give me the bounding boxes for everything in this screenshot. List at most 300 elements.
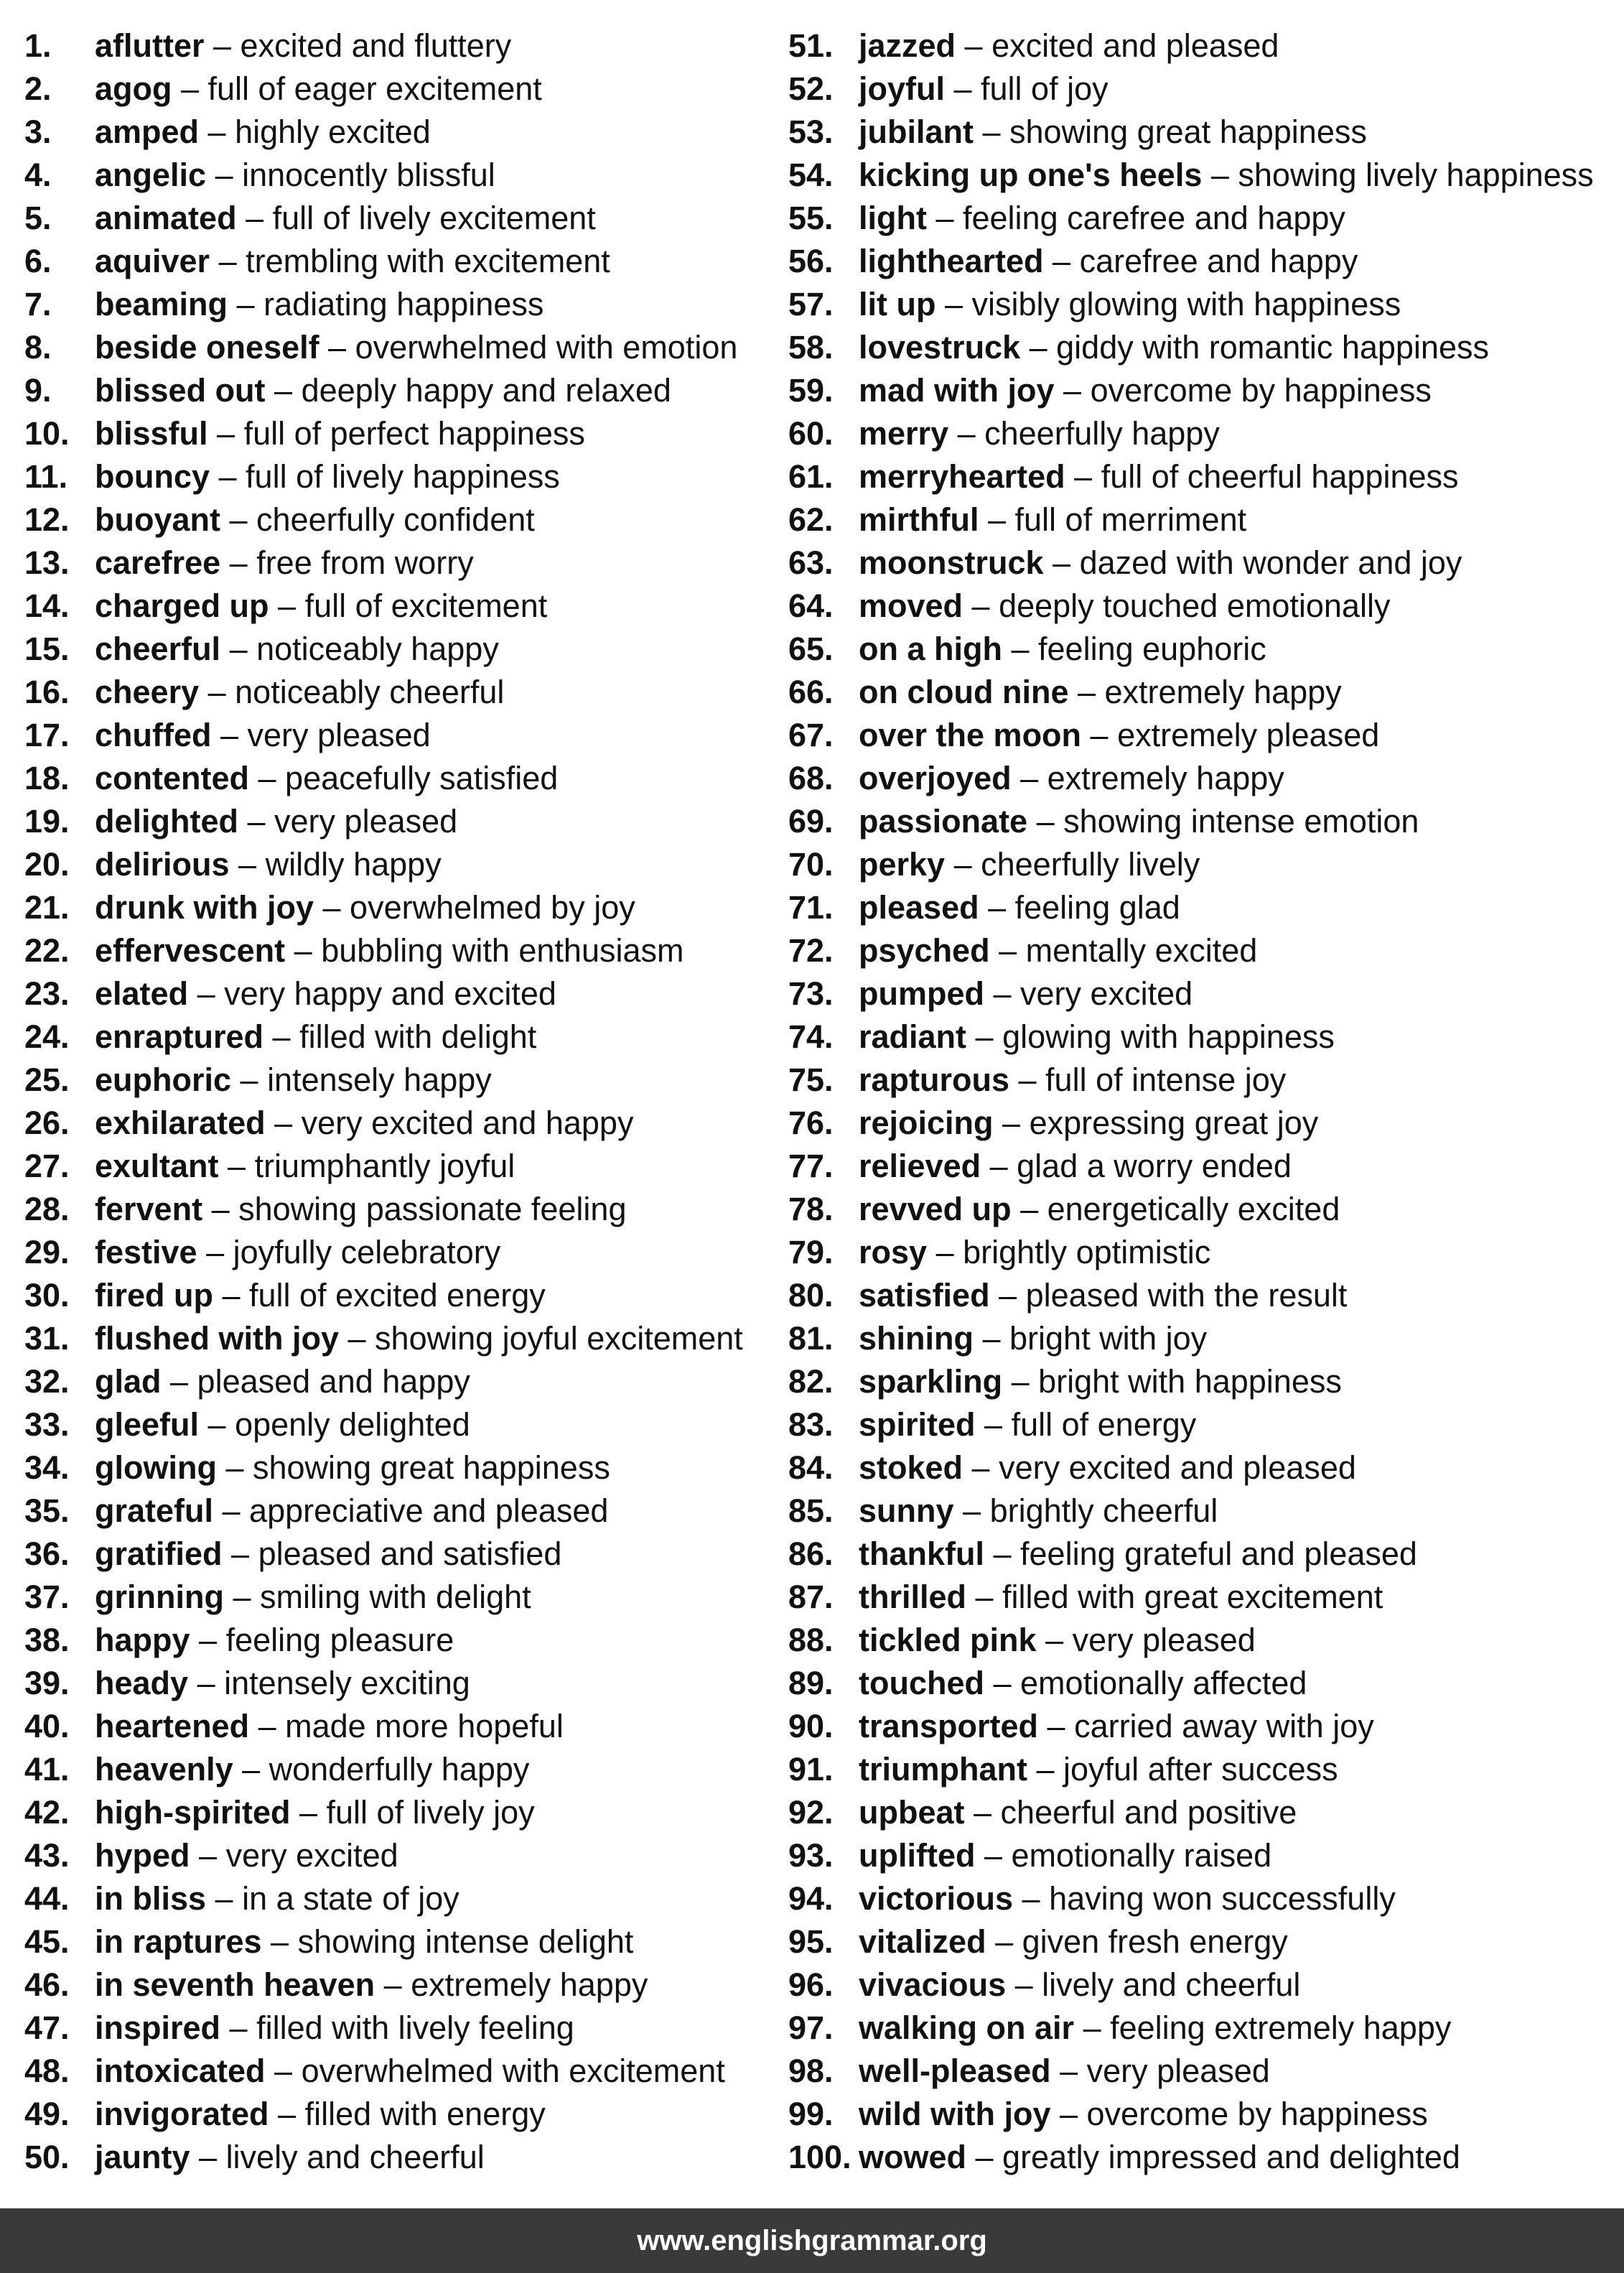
item-definition: – full of eager excitement <box>172 70 542 107</box>
item-definition: – full of excitement <box>269 587 548 624</box>
list-item <box>788 1834 1614 1877</box>
item-term: psyched <box>859 932 990 969</box>
item-number: 50. <box>24 2139 70 2175</box>
item-definition: – bright with joy <box>973 1320 1208 1357</box>
list-item <box>24 1188 778 1231</box>
list-item <box>24 1015 778 1059</box>
item-number: 67. <box>788 717 834 753</box>
item-definition: – feeling grateful and pleased <box>984 1535 1417 1572</box>
item-term: flushed with joy <box>95 1320 340 1357</box>
list-item <box>24 2050 778 2093</box>
item-definition: – very happy and excited <box>188 975 556 1012</box>
item-text <box>859 757 1284 800</box>
item-number: 26. <box>24 1105 70 1141</box>
item-text <box>95 68 542 111</box>
item-term: mirthful <box>859 501 979 538</box>
item-definition: – deeply touched emotionally <box>963 587 1391 624</box>
item-text <box>95 111 431 154</box>
item-number: 80. <box>788 1277 834 1314</box>
item-number: 53. <box>788 113 834 150</box>
item-definition: – cheerfully confident <box>220 501 535 538</box>
list-item <box>24 1489 778 1533</box>
list-item <box>24 1791 778 1834</box>
item-definition: – lively and cheerful <box>1006 1966 1301 2003</box>
item-definition: – noticeably cheerful <box>199 674 505 710</box>
list-item <box>788 197 1614 240</box>
item-number: 49. <box>24 2096 70 2132</box>
item-number: 39. <box>24 1665 70 1701</box>
item-text <box>859 2007 1451 2050</box>
item-term: wowed <box>859 2139 967 2175</box>
list-item <box>788 843 1614 886</box>
item-definition: – given fresh energy <box>986 1923 1288 1960</box>
item-text <box>859 1533 1417 1576</box>
list-item <box>788 412 1614 455</box>
list-item <box>24 1834 778 1877</box>
item-number: 27. <box>24 1148 70 1184</box>
item-text <box>95 1576 531 1619</box>
item-term: elated <box>95 975 189 1012</box>
item-text <box>859 1015 1335 1059</box>
item-number: 9. <box>24 372 52 409</box>
item-text <box>859 1188 1340 1231</box>
item-definition: – full of cheerful happiness <box>1065 458 1459 495</box>
item-text <box>859 2093 1428 2136</box>
item-definition: – overwhelmed with emotion <box>319 329 738 366</box>
item-text <box>859 1403 1196 1446</box>
item-definition: – extremely happy <box>1068 674 1342 710</box>
item-number: 44. <box>24 1880 70 1917</box>
item-text <box>859 1274 1347 1317</box>
item-definition: – filled with lively feeling <box>220 2009 574 2046</box>
item-number: 78. <box>788 1191 834 1227</box>
item-number: 73. <box>788 975 834 1012</box>
item-text <box>95 24 511 68</box>
item-text <box>859 1059 1286 1102</box>
item-number: 71. <box>788 889 834 926</box>
item-definition: – full of joy <box>945 70 1109 107</box>
item-term: in bliss <box>95 1880 207 1917</box>
item-definition: – excited and pleased <box>956 27 1279 64</box>
item-text <box>859 197 1345 240</box>
item-definition: – emotionally affected <box>984 1665 1307 1701</box>
item-number: 86. <box>788 1535 834 1572</box>
list-item <box>24 369 778 412</box>
item-number: 94. <box>788 1880 834 1917</box>
item-term: wild with joy <box>859 2096 1051 2132</box>
list-item <box>788 68 1614 111</box>
item-definition: – joyful after success <box>1027 1751 1338 1788</box>
item-term: euphoric <box>95 1061 232 1098</box>
list-item <box>24 2136 778 2179</box>
list-item <box>24 800 778 843</box>
word-list-column-left <box>24 24 778 2179</box>
list-item <box>24 1619 778 1662</box>
item-definition: – filled with delight <box>263 1018 537 1055</box>
item-term: mad with joy <box>859 372 1055 409</box>
item-number: 59. <box>788 372 834 409</box>
item-number: 43. <box>24 1837 70 1874</box>
item-term: intoxicated <box>95 2053 266 2089</box>
list-item <box>24 541 778 585</box>
item-definition: – very excited <box>190 1837 398 1874</box>
item-number: 22. <box>24 932 70 969</box>
item-number: 90. <box>788 1708 834 1744</box>
item-definition: – intensely happy <box>231 1061 492 1098</box>
item-term: blissful <box>95 415 208 452</box>
item-number: 1. <box>24 27 52 64</box>
item-number: 23. <box>24 975 70 1012</box>
item-definition: – having won successfully <box>1013 1880 1396 1917</box>
item-text <box>95 1877 459 1920</box>
list-item <box>788 2050 1614 2093</box>
list-item <box>24 1705 778 1748</box>
item-term: bouncy <box>95 458 210 495</box>
item-term: beside oneself <box>95 329 319 366</box>
item-number: 48. <box>24 2053 70 2089</box>
item-text <box>95 1317 743 1360</box>
item-term: upbeat <box>859 1794 965 1831</box>
list-item <box>24 498 778 541</box>
item-term: transported <box>859 1708 1039 1744</box>
item-number: 32. <box>24 1363 70 1400</box>
item-number: 8. <box>24 329 52 366</box>
item-text <box>95 1963 648 2007</box>
item-term: overjoyed <box>859 760 1012 796</box>
item-text <box>859 154 1594 197</box>
list-item <box>788 1705 1614 1748</box>
item-text <box>859 412 1220 455</box>
item-text <box>95 1188 626 1231</box>
list-item <box>24 1274 778 1317</box>
item-number: 89. <box>788 1665 834 1701</box>
list-item <box>788 24 1614 68</box>
item-term: victorious <box>859 1880 1014 1917</box>
item-text <box>859 671 1342 714</box>
item-definition: – mentally excited <box>989 932 1258 969</box>
item-definition: – excited and fluttery <box>204 27 512 64</box>
item-number: 65. <box>788 631 834 667</box>
list-item <box>788 1920 1614 1963</box>
item-text <box>95 541 474 585</box>
item-number: 6. <box>24 243 52 279</box>
list-item <box>24 326 778 369</box>
list-item <box>24 283 778 326</box>
item-text <box>95 240 610 283</box>
item-number: 60. <box>788 415 834 452</box>
item-definition: – feeling carefree and happy <box>926 200 1345 236</box>
list-item <box>788 757 1614 800</box>
item-text <box>95 1274 546 1317</box>
list-item <box>788 1059 1614 1102</box>
item-definition: – full of merriment <box>979 501 1247 538</box>
item-term: heavenly <box>95 1751 233 1788</box>
item-definition: – glowing with happiness <box>966 1018 1335 1055</box>
item-definition: – very pleased <box>1050 2053 1270 2089</box>
item-text <box>95 197 596 240</box>
item-number: 36. <box>24 1535 70 1572</box>
item-text <box>859 369 1432 412</box>
item-number: 70. <box>788 846 834 883</box>
item-term: glowing <box>95 1449 217 1486</box>
item-text <box>859 800 1419 843</box>
item-number: 41. <box>24 1751 70 1788</box>
list-item <box>788 1145 1614 1188</box>
list-item <box>24 628 778 671</box>
list-item <box>788 1360 1614 1403</box>
list-item <box>788 671 1614 714</box>
list-item <box>788 1446 1614 1489</box>
item-number: 17. <box>24 717 70 753</box>
item-number: 83. <box>788 1406 834 1443</box>
item-text <box>859 1489 1218 1533</box>
item-text <box>95 1015 536 1059</box>
word-list-column-right <box>788 24 1614 2179</box>
list-item <box>788 1015 1614 1059</box>
item-number: 20. <box>24 846 70 883</box>
item-definition: – overwhelmed with excitement <box>265 2053 725 2089</box>
item-term: stoked <box>859 1449 963 1486</box>
item-number: 75. <box>788 1061 834 1098</box>
item-definition: – full of lively excitement <box>236 200 596 236</box>
item-definition: – noticeably happy <box>220 631 499 667</box>
item-text <box>95 929 684 972</box>
item-definition: – feeling pleasure <box>190 1622 454 1658</box>
item-text <box>95 326 737 369</box>
item-text <box>859 111 1367 154</box>
list-item <box>24 757 778 800</box>
item-definition: – emotionally raised <box>975 1837 1272 1874</box>
item-definition: – feeling euphoric <box>1002 631 1266 667</box>
item-definition: – brightly cheerful <box>953 1492 1218 1529</box>
list-item <box>788 154 1614 197</box>
item-number: 68. <box>788 760 834 796</box>
item-number: 35. <box>24 1492 70 1529</box>
item-text <box>859 1662 1307 1705</box>
list-item <box>24 671 778 714</box>
list-item <box>788 1274 1614 1317</box>
list-item <box>24 1748 778 1791</box>
list-item <box>24 68 778 111</box>
item-text <box>95 972 556 1015</box>
item-number: 21. <box>24 889 70 926</box>
item-definition: – brightly optimistic <box>927 1234 1211 1270</box>
item-term: agog <box>95 70 172 107</box>
item-text <box>95 1446 610 1489</box>
list-item <box>788 240 1614 283</box>
item-text <box>95 1403 470 1446</box>
list-item <box>788 498 1614 541</box>
item-text <box>95 412 585 455</box>
item-number: 3. <box>24 113 52 150</box>
item-definition: – very excited <box>984 975 1193 1012</box>
item-number: 91. <box>788 1751 834 1788</box>
item-number: 47. <box>24 2009 70 2046</box>
item-number: 56. <box>788 243 834 279</box>
item-number: 97. <box>788 2009 834 2046</box>
item-number: 74. <box>788 1018 834 1055</box>
item-number: 98. <box>788 2053 834 2089</box>
item-text <box>859 1877 1396 1920</box>
item-number: 4. <box>24 157 52 193</box>
item-definition: – feeling extremely happy <box>1074 2009 1452 2046</box>
item-definition: – showing great happiness <box>973 113 1367 150</box>
item-definition: – very pleased <box>238 803 458 840</box>
item-term: festive <box>95 1234 197 1270</box>
list-item <box>788 541 1614 585</box>
item-text <box>859 1360 1342 1403</box>
list-item <box>788 1317 1614 1360</box>
item-number: 15. <box>24 631 70 667</box>
item-definition: – highly excited <box>199 113 431 150</box>
item-term: sparkling <box>859 1363 1003 1400</box>
item-term: contented <box>95 760 250 796</box>
item-number: 2. <box>24 70 52 107</box>
item-definition: – pleased and happy <box>161 1363 470 1400</box>
item-text <box>95 628 499 671</box>
item-text <box>95 154 495 197</box>
list-item <box>788 1748 1614 1791</box>
item-number: 76. <box>788 1105 834 1141</box>
item-definition: – showing intense emotion <box>1027 803 1419 840</box>
item-text <box>859 1446 1356 1489</box>
list-item <box>788 972 1614 1015</box>
item-definition: – overcome by happiness <box>1050 2096 1428 2132</box>
item-number: 31. <box>24 1320 70 1357</box>
item-text <box>859 1834 1271 1877</box>
item-term: happy <box>95 1622 190 1658</box>
item-definition: – full of energy <box>975 1406 1197 1443</box>
item-term: heartened <box>95 1708 250 1744</box>
item-term: fired up <box>95 1277 213 1314</box>
item-number: 96. <box>788 1966 834 2003</box>
list-item <box>24 240 778 283</box>
item-text <box>859 1576 1383 1619</box>
list-item <box>788 1619 1614 1662</box>
list-item <box>788 714 1614 757</box>
item-text <box>95 1748 529 1791</box>
item-term: pleased <box>859 889 979 926</box>
item-definition: – overwhelmed by joy <box>314 889 635 926</box>
list-item <box>24 929 778 972</box>
item-term: walking on air <box>859 2009 1075 2046</box>
item-definition: – overcome by happiness <box>1054 372 1432 409</box>
item-term: passionate <box>859 803 1028 840</box>
item-number: 88. <box>788 1622 834 1658</box>
item-number: 55. <box>788 200 834 236</box>
item-term: satisfied <box>859 1277 990 1314</box>
item-number: 79. <box>788 1234 834 1270</box>
item-term: jazzed <box>859 27 956 64</box>
item-term: chuffed <box>95 717 212 753</box>
item-term: glad <box>95 1363 162 1400</box>
item-term: aquiver <box>95 243 210 279</box>
list-item <box>24 111 778 154</box>
item-term: blissed out <box>95 372 266 409</box>
item-text <box>859 24 1279 68</box>
footer-url[interactable]: www.englishgrammar.org <box>637 2225 987 2256</box>
item-text <box>95 2007 574 2050</box>
item-term: effervescent <box>95 932 286 969</box>
list-item <box>788 1533 1614 1576</box>
list-item <box>788 1877 1614 1920</box>
item-number: 25. <box>24 1061 70 1098</box>
item-text <box>95 1059 492 1102</box>
item-number: 84. <box>788 1449 834 1486</box>
item-term: hyped <box>95 1837 190 1874</box>
item-definition: – deeply happy and relaxed <box>265 372 671 409</box>
item-text <box>859 1920 1288 1963</box>
item-definition: – feeling glad <box>979 889 1180 926</box>
item-number: 40. <box>24 1708 70 1744</box>
item-number: 42. <box>24 1794 70 1831</box>
item-definition: – showing great happiness <box>216 1449 610 1486</box>
list-item <box>788 283 1614 326</box>
item-term: delirious <box>95 846 230 883</box>
item-term: grateful <box>95 1492 214 1529</box>
item-definition: – greatly impressed and delighted <box>966 2139 1460 2175</box>
item-text <box>859 498 1246 541</box>
item-definition: – wildly happy <box>229 846 442 883</box>
list-item <box>24 886 778 929</box>
item-number: 61. <box>788 458 834 495</box>
list-item <box>24 714 778 757</box>
item-term: touched <box>859 1665 984 1701</box>
item-definition: – bright with happiness <box>1002 1363 1342 1400</box>
list-item <box>788 585 1614 628</box>
list-item <box>788 1662 1614 1705</box>
item-term: aflutter <box>95 27 205 64</box>
item-number: 29. <box>24 1234 70 1270</box>
item-text <box>859 1619 1256 1662</box>
list-item <box>24 1360 778 1403</box>
item-term: fervent <box>95 1191 203 1227</box>
item-term: rapturous <box>859 1061 1010 1098</box>
item-term: vivacious <box>859 1966 1007 2003</box>
item-term: on cloud nine <box>859 674 1069 710</box>
item-definition: – showing joyful excitement <box>339 1320 743 1357</box>
item-text <box>859 714 1379 757</box>
list-item <box>24 24 778 68</box>
item-definition: – full of perfect happiness <box>207 415 585 452</box>
item-text <box>95 671 504 714</box>
item-term: exhilarated <box>95 1105 266 1141</box>
item-number: 69. <box>788 803 834 840</box>
item-term: thankful <box>859 1535 984 1572</box>
item-number: 62. <box>788 501 834 538</box>
item-term: exultant <box>95 1148 219 1184</box>
item-text <box>95 1102 633 1145</box>
list-item <box>788 2007 1614 2050</box>
item-text <box>95 369 671 412</box>
item-text <box>859 2050 1270 2093</box>
item-term: joyful <box>859 70 945 107</box>
item-text <box>859 326 1489 369</box>
list-item <box>24 154 778 197</box>
item-text <box>95 283 543 326</box>
item-definition: – free from worry <box>220 544 474 581</box>
item-number: 34. <box>24 1449 70 1486</box>
item-number: 100. <box>788 2139 851 2175</box>
item-term: lighthearted <box>859 243 1044 279</box>
item-definition: – very excited and pleased <box>963 1449 1356 1486</box>
list-item <box>788 1403 1614 1446</box>
list-item <box>24 1102 778 1145</box>
item-number: 95. <box>788 1923 834 1960</box>
list-item <box>788 1231 1614 1274</box>
item-text <box>859 886 1180 929</box>
item-number: 52. <box>788 70 834 107</box>
